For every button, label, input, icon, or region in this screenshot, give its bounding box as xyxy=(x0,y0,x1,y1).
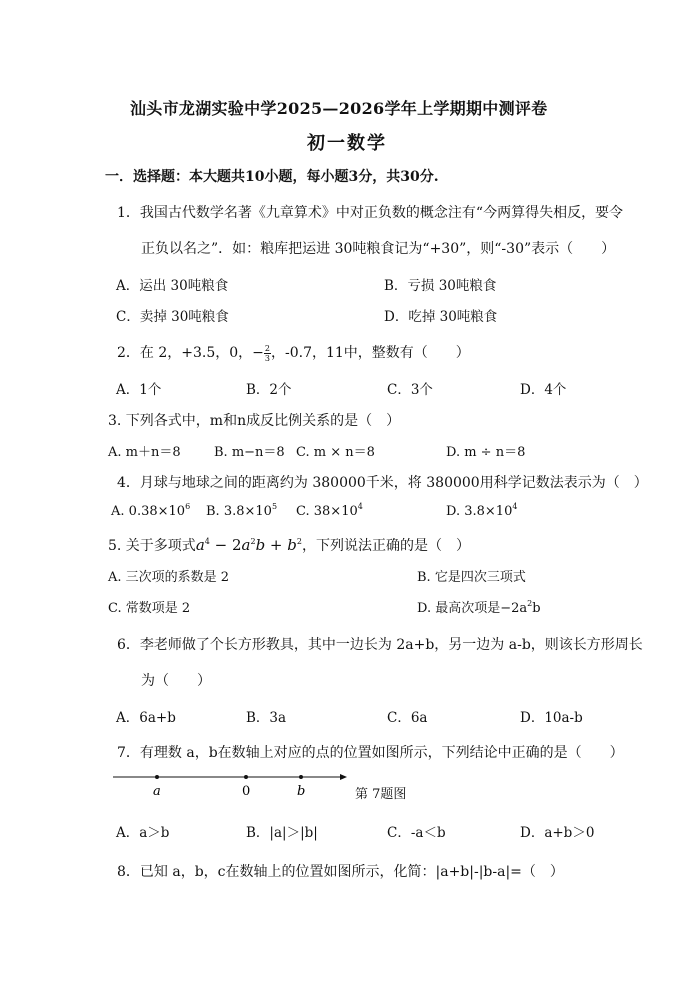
exam-subject: 初一数学 xyxy=(307,133,387,154)
q5-option-a: A. 三次项的系数是 2 xyxy=(108,570,230,585)
q1-stem-line1: 1．我国古代数学名著《九章算术》中对正负数的概念注有“今两算得失相反，要令 xyxy=(117,205,624,221)
q7-label-b: b xyxy=(297,784,306,799)
q4-option-a xyxy=(111,504,190,519)
q3-option-b: B. m−n＝8 xyxy=(214,445,285,460)
q4-option-a-label: A. xyxy=(111,504,125,519)
q4-option-b-label: B. xyxy=(206,504,220,519)
q5-term-a: a xyxy=(195,536,205,554)
q2-option-b: B．2个 xyxy=(246,382,292,398)
q3-option-a: A. m＋n＝8 xyxy=(108,445,181,460)
q5-term-2: − 2 xyxy=(209,536,242,554)
q5-option-d xyxy=(417,597,541,616)
section-heading: 一．选择题：本大题共10小题，每小题3分，共30分. xyxy=(105,169,439,185)
q2-prefix: 2．在 2，+3.5，0， xyxy=(117,345,253,361)
q7-option-b: B．|a|＞|b| xyxy=(246,825,318,841)
q5-option-b: B. 它是四次三项式 xyxy=(417,570,526,585)
q4-option-d-exponent: 4 xyxy=(512,502,518,511)
q4-option-d-base: 3.8×10 xyxy=(464,504,513,519)
q5-term-b: b + b xyxy=(255,536,297,554)
q2-negative-sign: − xyxy=(252,345,264,361)
q5-suffix: ，下列说法正确的是（ ） xyxy=(301,538,470,554)
q5-option-d-exponent: 2 xyxy=(527,599,533,608)
q7-figure-caption: 第 7题图 xyxy=(355,787,407,802)
q3-option-c: C. m × n＝8 xyxy=(296,445,375,460)
q4-option-d xyxy=(446,504,517,519)
q7-axis-arrow-icon xyxy=(340,774,347,780)
q6-stem-line1: 6．李老师做了个长方形教具，其中一边长为 2a+b，另一边为 a-b，则该长方形周长 xyxy=(117,637,643,653)
q1-option-a: A．运出 30吨粮食 xyxy=(116,278,229,294)
q5-option-d-tail: b xyxy=(532,601,541,616)
q7-stem: 7．有理数 a，b在数轴上对应的点的位置如图所示，下列结论中正确的是（ ） xyxy=(117,745,624,761)
q5-stem xyxy=(108,535,470,555)
q7-option-d: D．a+b＞0 xyxy=(520,825,595,841)
q4-option-b-base: 3.8×10 xyxy=(223,504,272,519)
q2-fraction-numerator: 2 xyxy=(264,343,270,353)
q4-option-c xyxy=(296,504,363,519)
q2-suffix: ，-0.7，11中，整数有（ ） xyxy=(271,345,470,361)
q6-option-c: C．6a xyxy=(387,710,428,726)
q5-option-d-base: D. 最高次项是−2a xyxy=(417,601,528,616)
q6-option-a: A．6a+b xyxy=(116,710,176,726)
q2-option-c: C．3个 xyxy=(387,382,433,398)
q2-fraction-denominator: 3 xyxy=(264,353,270,363)
q7-point-zero xyxy=(244,775,248,779)
q3-option-d: D. m ÷ n＝8 xyxy=(446,445,526,460)
q7-label-zero: 0 xyxy=(242,784,251,799)
q5-term-a2: a xyxy=(241,536,251,554)
q7-point-b xyxy=(299,775,303,779)
q2-option-d: D．4个 xyxy=(520,382,567,398)
q6-stem-line2: 为（ ） xyxy=(141,673,211,689)
q1-stem-line2: 正负以名之”．如：粮库把运进 30吨粮食记为“+30”，则“-30”表示（ ） xyxy=(141,241,616,257)
q5-option-c: C. 常数项是 2 xyxy=(108,601,191,616)
q4-option-c-base: 38×10 xyxy=(313,504,358,519)
q5-term-b-exponent: 2 xyxy=(296,537,302,546)
q6-option-b: B．3a xyxy=(246,710,287,726)
q4-option-b-exponent: 5 xyxy=(271,502,278,511)
q4-option-a-base: 0.38×10 xyxy=(128,504,186,519)
q4-stem: 4．月球与地球之间的距离约为 380000千米，将 380000用科学记数法表示为（ ） xyxy=(117,475,648,491)
q7-number-line xyxy=(110,765,350,805)
q1-option-c: C．卖掉 30吨粮食 xyxy=(116,309,229,325)
q1-option-b: B．亏损 30吨粮食 xyxy=(384,278,497,294)
q3-stem: 3. 下列各式中，m和n成反比例关系的是（ ） xyxy=(108,413,401,429)
q8-stem: 8．已知 a，b，c在数轴上的位置如图所示，化简：|a+b|-|b-a|=（ ） xyxy=(117,864,564,880)
q2-option-a: A．1个 xyxy=(116,382,162,398)
q5-term-a-exponent: 4 xyxy=(204,537,210,546)
q4-option-c-label: C. xyxy=(296,504,310,519)
q2-fraction xyxy=(264,344,271,363)
q4-option-a-exponent: 6 xyxy=(185,502,191,511)
q6-option-d: D．10a-b xyxy=(520,710,583,726)
q7-option-c: C．-a＜b xyxy=(387,825,446,841)
q4-option-b xyxy=(206,504,277,519)
q2-stem xyxy=(117,342,470,363)
q1-option-d: D．吃掉 30吨粮食 xyxy=(384,309,498,325)
q7-label-a: a xyxy=(153,784,161,799)
exam-title: 汕头市龙湖实验中学2025—2026学年上学期期中测评卷 xyxy=(130,99,548,118)
q7-point-a xyxy=(155,775,159,779)
q7-option-a: A．a＞b xyxy=(116,825,170,841)
q4-option-c-exponent: 4 xyxy=(357,502,363,511)
q5-term-a2-exponent: 2 xyxy=(250,537,256,546)
q5-prefix: 5. 关于多项式 xyxy=(108,538,196,554)
q4-option-d-label: D. xyxy=(446,504,461,519)
